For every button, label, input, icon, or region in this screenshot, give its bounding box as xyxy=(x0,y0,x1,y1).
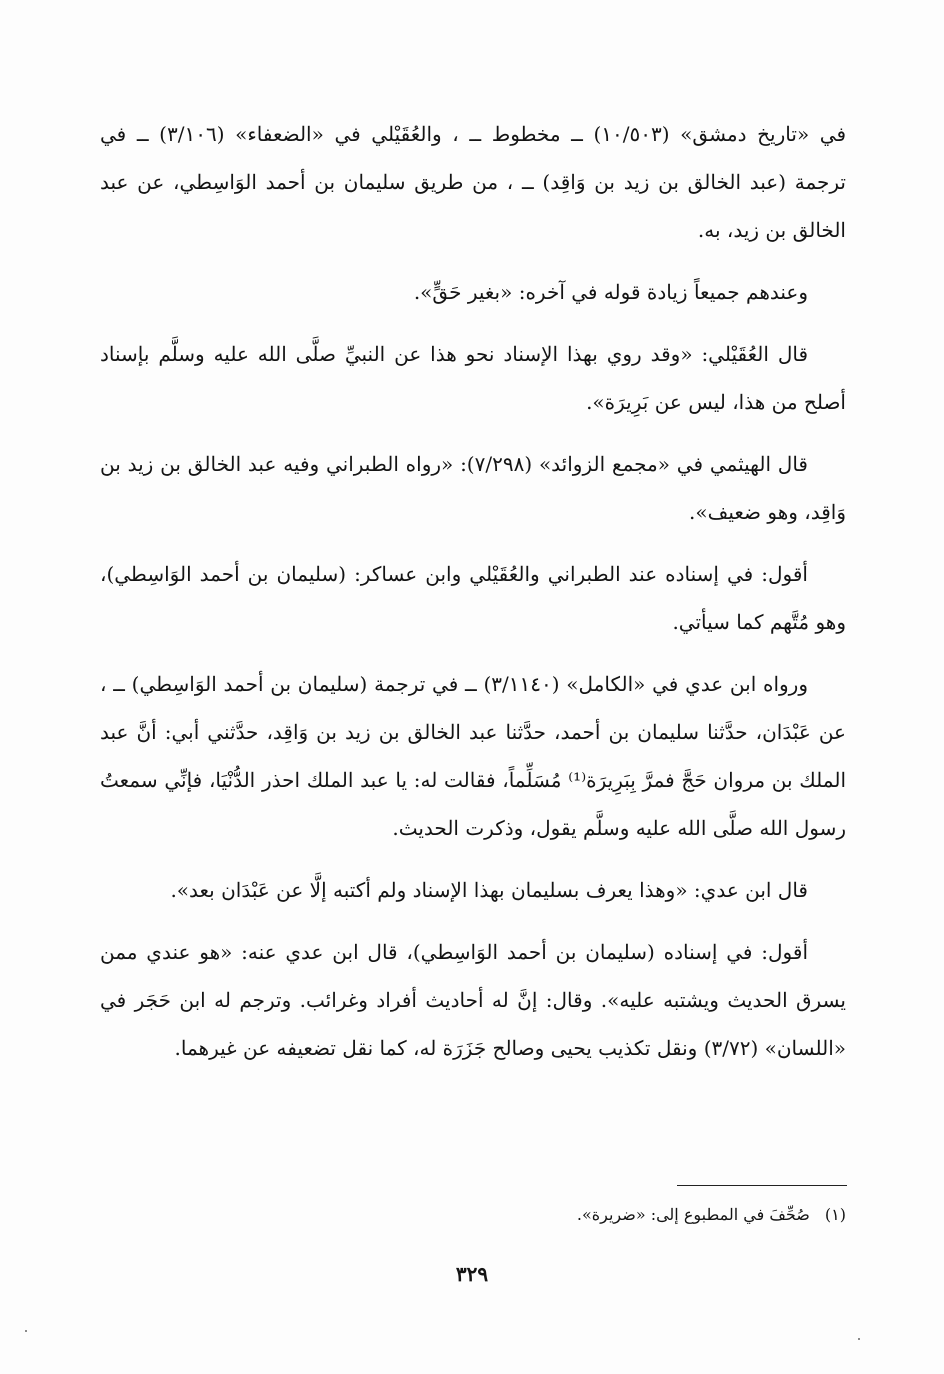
footnote-text: صُحِّفَ في المطبوع إلى: «ضريرة». xyxy=(576,1205,810,1224)
paragraph-6: ورواه ابن عدي في «الكامل» (٣/١١٤٠) ــ في ترجمة (سليمان بن أحمد الوَاسِطي) ــ ، عن عَبْدَان، حدَّثنا سليمان بن أحمد، حدَّثنا عبد الخالق بن زيد بن وَاقِد، حدَّثني أبي: أنَّ عبد الملك بن مروان حَجَّ فمرَّ بِبَرِيرَة⁽¹⁾ مُسَلِّماً، فقالت له: يا عبد الملك احذر الدُّنْيَا، فإنِّي سمعتُ رسول الله صلَّى الله عليه وسلَّم يقول، وذكرت الحديث. xyxy=(100,672,846,840)
footnote-divider xyxy=(677,1185,847,1186)
body-text xyxy=(100,110,846,1072)
scan-speck xyxy=(25,1330,27,1332)
paragraph-2: وعندهم جميعاً زيادة قوله في آخره: «بغير حَقٍّ». xyxy=(413,280,808,304)
paragraph-4: قال الهيثمي في «مجمع الزوائد» (٧/٢٩٨): «رواه الطبراني وفيه عبد الخالق بن زيد بن وَاقِد، وهو ضعيف». xyxy=(100,452,846,524)
page-number: ٣٢٩ xyxy=(455,1262,489,1286)
paragraph-1: في «تاريخ دمشق» (١٠/٥٠٣) ــ مخطوط ــ ، والعُقَيْلي في «الضعفاء» (٣/١٠٦) ــ في ترجمة (عبد الخالق بن زيد بن وَاقِد) ــ ، من طريق سليمان بن أحمد الوَاسِطي، عن عبد الخالق بن زيد، به. xyxy=(100,122,847,242)
paragraph-8: أقول: في إسناده (سليمان بن أحمد الوَاسِطي)، قال ابن عدي عنه: «هو عندي ممن يسرق الحديث ويشتبه عليه». وقال: إنَّ له أحاديث أفراد وغرائب. وترجم له ابن حَجَر في «اللسان» (٣/٧٢) ونقل تكذيب يحيى وصالح جَزَرَة له، كما نقل تضعيفه عن غيرهما. xyxy=(100,940,846,1060)
footnote xyxy=(100,1200,846,1230)
footnote-marker: (١) xyxy=(824,1205,846,1224)
paragraph-5: أقول: في إسناده عند الطبراني والعُقَيْلي وابن عساكر: (سليمان بن أحمد الوَاسِطي)، وهو مُتَّهم كما سيأتي. xyxy=(100,562,846,634)
paragraph-3: قال العُقَيْلي: «وقد روي بهذا الإسناد نحو هذا عن النبيِّ صلَّى الله عليه وسلَّم بإسناد أصلح من هذا، ليس عن بَرِيرَة». xyxy=(100,342,846,414)
paragraph-7: قال ابن عدي: «وهذا يعرف بسليمان بهذا الإسناد ولم أكتبه إلَّا عن عَبْدَان بعد». xyxy=(170,878,808,902)
scan-speck xyxy=(858,1338,860,1340)
